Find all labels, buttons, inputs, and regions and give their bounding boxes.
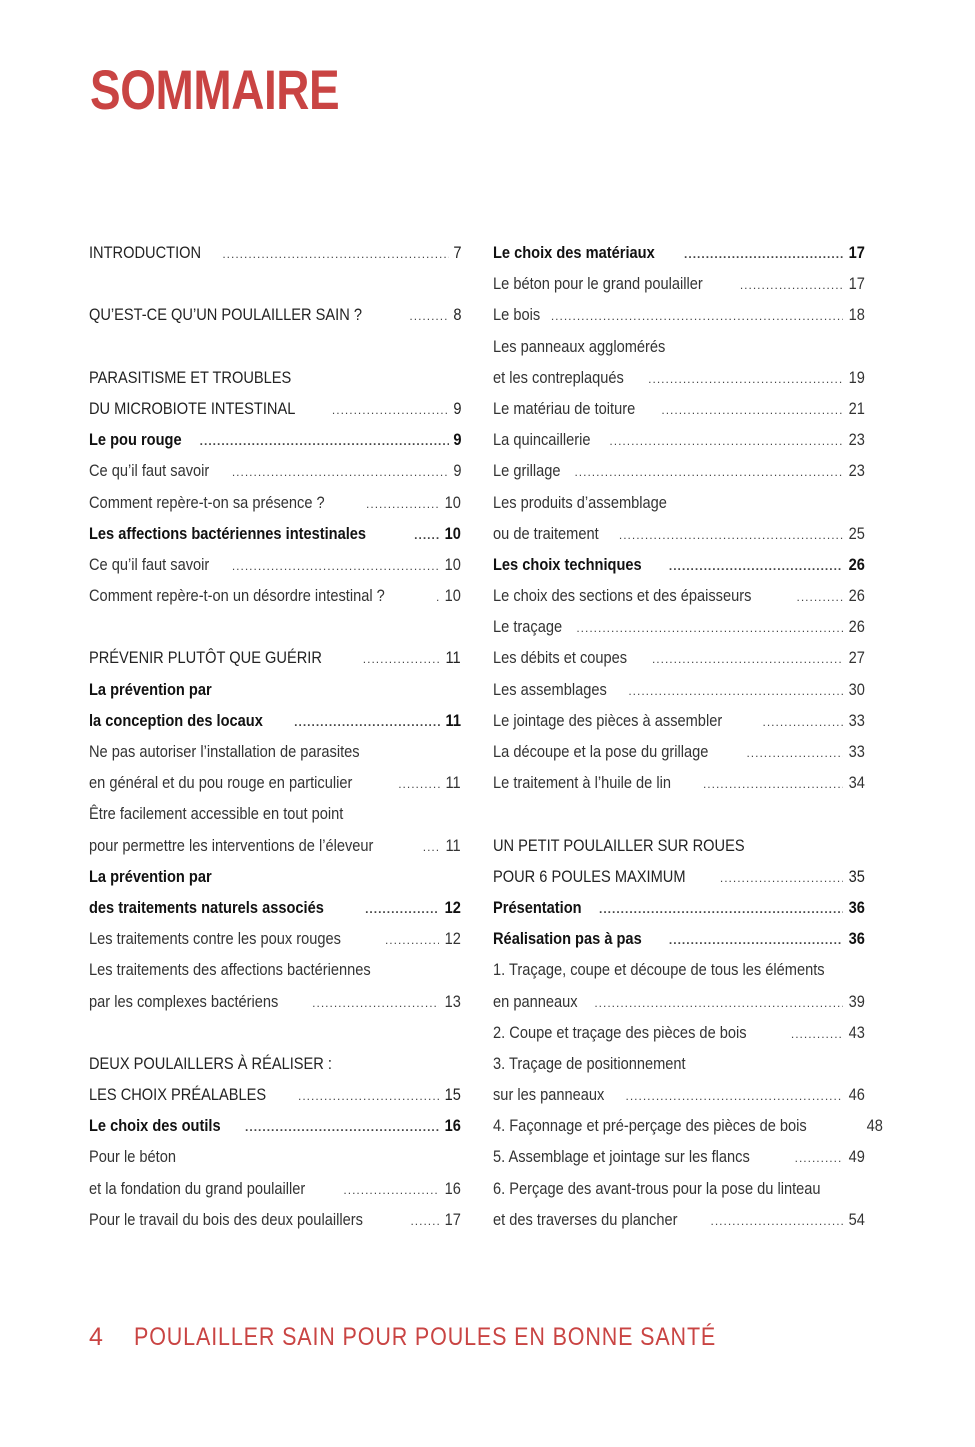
dot-leader bbox=[661, 403, 843, 417]
toc-spacer bbox=[89, 1023, 461, 1054]
toc-entry-text: Comment repère-t-on sa présence ? bbox=[89, 492, 325, 512]
toc-spacer bbox=[89, 274, 461, 305]
toc-entry[interactable] bbox=[493, 305, 865, 336]
toc-entry-text: Le choix des sections et des épaisseurs bbox=[493, 586, 752, 606]
toc-section-entry[interactable] bbox=[89, 243, 461, 274]
dot-leader bbox=[648, 372, 843, 386]
dot-leader bbox=[232, 559, 439, 573]
toc-page-number: 26 bbox=[848, 617, 865, 637]
toc-entry[interactable] bbox=[493, 1147, 865, 1178]
dot-leader bbox=[551, 309, 843, 323]
toc-entry-text: et les contreplaqués bbox=[493, 367, 624, 387]
dot-leader bbox=[594, 996, 843, 1010]
toc-page-number: 43 bbox=[848, 1022, 865, 1042]
dot-leader bbox=[599, 902, 843, 916]
dot-leader bbox=[436, 590, 439, 604]
toc-page-number: 23 bbox=[848, 461, 865, 481]
toc-section-entry[interactable] bbox=[493, 836, 865, 898]
dot-leader bbox=[711, 1214, 844, 1228]
toc-page-number: 36 bbox=[848, 929, 865, 949]
toc-entry-text: PRÉVENIR PLUTÔT QUE GUÉRIR bbox=[89, 648, 322, 668]
toc-page-number: 18 bbox=[848, 305, 865, 325]
dot-leader bbox=[576, 621, 843, 635]
toc-entry-text: 2. Coupe et traçage des pièces de bois bbox=[493, 1022, 747, 1042]
dot-leader bbox=[366, 497, 439, 511]
toc-entry-text: Les choix techniques bbox=[493, 554, 642, 574]
toc-page-number: 12 bbox=[444, 929, 461, 949]
toc-page-number: 11 bbox=[445, 648, 461, 668]
toc-page-number: 11 bbox=[445, 835, 461, 855]
toc-entry[interactable] bbox=[493, 461, 865, 492]
toc-page-number: 39 bbox=[848, 991, 865, 1011]
dot-leader bbox=[332, 403, 449, 417]
toc-page-number: 46 bbox=[848, 1085, 865, 1105]
toc-entry-text: DEUX POULAILLERS À RÉALISER : bbox=[89, 1053, 332, 1073]
toc-page-number: 36 bbox=[848, 897, 865, 917]
toc-entry[interactable] bbox=[89, 742, 461, 804]
toc-entry-text: 3. Traçage de positionnement bbox=[493, 1053, 686, 1073]
toc-entry[interactable] bbox=[89, 929, 461, 960]
toc-entry-text: Le jointage des pièces à assembler bbox=[493, 710, 723, 730]
dot-leader bbox=[409, 309, 448, 323]
toc-entry[interactable] bbox=[493, 648, 865, 679]
toc-entry-text: ou de traitement bbox=[493, 523, 599, 543]
toc-page-number: 26 bbox=[848, 554, 865, 574]
dot-leader bbox=[298, 1089, 439, 1103]
toc-entry[interactable] bbox=[493, 773, 865, 804]
toc-entry-text: UN PETIT POULAILLER SUR ROUES bbox=[493, 835, 745, 855]
toc-entry-text: Les assemblages bbox=[493, 679, 607, 699]
toc-entry-text: LES CHOIX PRÉALABLES bbox=[89, 1085, 267, 1105]
dot-leader bbox=[574, 465, 843, 479]
toc-entry-text: Les débits et coupes bbox=[493, 648, 628, 668]
toc-page-number: 9 bbox=[452, 461, 461, 481]
toc-entry[interactable] bbox=[493, 1116, 883, 1147]
dot-leader bbox=[410, 1214, 439, 1228]
toc-entry-text: QU’EST-CE QU’UN POULAILLER SAIN ? bbox=[89, 305, 362, 325]
toc-page-number: 34 bbox=[848, 773, 865, 793]
toc-entry[interactable] bbox=[493, 555, 865, 586]
dot-leader bbox=[398, 777, 440, 791]
toc-entry[interactable] bbox=[89, 493, 461, 524]
toc-entry[interactable] bbox=[493, 898, 865, 929]
toc-entry-text: La découpe et la pose du grillage bbox=[493, 742, 709, 761]
dot-leader bbox=[222, 247, 448, 261]
dot-leader bbox=[365, 902, 439, 916]
dot-leader bbox=[669, 933, 843, 947]
toc-entry-text: 1. Traçage, coupe et découpe de tous les éléments bbox=[493, 960, 825, 980]
toc-entry-text: Pour le travail du bois des deux poulaillers bbox=[89, 1209, 363, 1229]
toc-page-number: 15 bbox=[444, 1085, 461, 1105]
dot-leader bbox=[797, 590, 844, 604]
toc-page-number: 30 bbox=[848, 679, 865, 699]
toc-entry-text: des traitements naturels associés bbox=[89, 897, 324, 917]
toc-entry-text: Les traitements des affections bactériennes bbox=[89, 960, 371, 980]
dot-leader bbox=[343, 1183, 439, 1197]
toc-entry-text: pour permettre les interventions de l’éleveur bbox=[89, 835, 374, 855]
dot-leader bbox=[232, 465, 449, 479]
toc-page-number: 35 bbox=[848, 866, 865, 886]
toc-page-number: 13 bbox=[444, 991, 461, 1011]
toc-entry-text: 5. Assemblage et jointage sur les flancs bbox=[493, 1147, 750, 1167]
toc-page-number: 17 bbox=[848, 274, 865, 294]
toc-entry-text: Le traçage bbox=[493, 617, 563, 637]
dot-leader bbox=[423, 840, 441, 854]
toc-entry-text: Les traitements contre les poux rouges bbox=[89, 929, 341, 949]
toc-entry-text: Ne pas autoriser l’installation de parasites bbox=[89, 742, 360, 761]
toc-page-number: 33 bbox=[848, 742, 865, 761]
dot-leader bbox=[245, 1120, 439, 1134]
toc-entry[interactable] bbox=[493, 399, 865, 430]
toc-entry-text: Le choix des matériaux bbox=[493, 243, 655, 262]
footer-page-number: 4 bbox=[89, 1323, 104, 1351]
toc-entry[interactable] bbox=[493, 337, 865, 399]
toc-column-right bbox=[493, 243, 883, 1241]
toc-page-number: 10 bbox=[444, 586, 461, 606]
toc-entry-text: par les complexes bactériens bbox=[89, 991, 279, 1011]
toc-entry-text: POUR 6 POULES MAXIMUM bbox=[493, 866, 686, 886]
footer-book-title: POULAILLER SAIN POUR POULES EN BONNE SANTÉ bbox=[133, 1323, 716, 1351]
toc-page-number: 11 bbox=[445, 710, 461, 730]
toc-entry-text: La prévention par bbox=[89, 679, 212, 699]
toc-page-number: 25 bbox=[848, 523, 865, 543]
toc-entry-text: et la fondation du grand poulailler bbox=[89, 1178, 306, 1198]
toc-page-number: 49 bbox=[848, 1147, 865, 1167]
toc-page-number: 23 bbox=[848, 430, 865, 450]
dot-leader bbox=[619, 528, 843, 542]
toc-entry-text: Le béton pour le grand poulailler bbox=[493, 274, 703, 294]
toc-page-number: 12 bbox=[444, 897, 461, 917]
dot-leader bbox=[363, 652, 441, 666]
toc-entry-text: Le pou rouge bbox=[89, 430, 182, 450]
toc-page-number: 7 bbox=[452, 243, 461, 262]
toc-entry-text: La quincaillerie bbox=[493, 430, 591, 450]
dot-leader bbox=[414, 528, 439, 542]
toc-page-number: 17 bbox=[848, 243, 865, 262]
toc-page-number: 33 bbox=[848, 710, 865, 730]
toc-entry[interactable] bbox=[89, 680, 461, 742]
toc-entry[interactable] bbox=[89, 1116, 461, 1147]
dot-leader bbox=[791, 1027, 843, 1041]
toc-entry[interactable] bbox=[493, 1023, 865, 1054]
toc-column-left bbox=[89, 243, 461, 1241]
toc-entry[interactable] bbox=[89, 1210, 461, 1241]
toc-entry-text: Réalisation pas à pas bbox=[493, 929, 642, 949]
toc-entry-text: DU MICROBIOTE INTESTINAL bbox=[89, 398, 296, 418]
toc-entry-text: Le grillage bbox=[493, 461, 561, 481]
toc-entry-text: Le choix des outils bbox=[89, 1116, 221, 1136]
toc-entry-text: Être facilement accessible en tout point bbox=[89, 804, 344, 824]
page-title: SOMMAIRE bbox=[90, 58, 340, 121]
toc-entry-text: en général et du pou rouge en particulier bbox=[89, 773, 353, 793]
toc-entry[interactable] bbox=[89, 867, 461, 929]
dot-leader bbox=[312, 996, 439, 1010]
toc-page-number: 27 bbox=[848, 648, 865, 668]
toc-entry-text: PARASITISME ET TROUBLES bbox=[89, 367, 292, 387]
toc-entry[interactable] bbox=[493, 1054, 865, 1116]
toc-section-entry[interactable] bbox=[89, 648, 461, 679]
toc-section-entry[interactable] bbox=[89, 305, 461, 336]
toc-entry-text: Les produits d’assemblage bbox=[493, 492, 667, 512]
dot-leader bbox=[669, 559, 843, 573]
dot-leader bbox=[609, 434, 843, 448]
toc-entry-text: Ce qu’il faut savoir bbox=[89, 461, 210, 481]
dot-leader bbox=[652, 652, 843, 666]
dot-leader bbox=[795, 1151, 843, 1165]
toc-entry[interactable] bbox=[89, 555, 461, 586]
toc-page-number: 17 bbox=[444, 1209, 461, 1229]
toc-entry[interactable] bbox=[89, 960, 461, 1022]
toc-entry-text: sur les panneaux bbox=[493, 1085, 605, 1105]
toc-entry[interactable] bbox=[493, 929, 865, 960]
toc-page-number: 21 bbox=[848, 398, 865, 418]
toc-entry-text: 4. Façonnage et pré-perçage des pièces de bois bbox=[493, 1116, 807, 1136]
toc-entry[interactable] bbox=[89, 461, 461, 492]
toc-section-entry[interactable] bbox=[89, 368, 461, 430]
toc-page-number: 8 bbox=[452, 305, 461, 325]
toc-entry-text: 6. Perçage des avant-trous pour la pose du linteau bbox=[493, 1178, 821, 1198]
dot-leader bbox=[628, 684, 843, 698]
toc-page-number: 16 bbox=[444, 1116, 461, 1136]
toc-page-number: 10 bbox=[444, 523, 461, 543]
toc-spacer bbox=[89, 337, 461, 368]
toc-entry-text: La prévention par bbox=[89, 866, 212, 886]
dot-leader bbox=[763, 715, 844, 729]
dot-leader bbox=[684, 247, 843, 261]
toc-entry[interactable] bbox=[493, 711, 865, 742]
page-footer bbox=[89, 1323, 811, 1352]
toc-entry[interactable] bbox=[493, 274, 865, 305]
toc-entry[interactable] bbox=[89, 586, 461, 617]
toc-entry[interactable] bbox=[89, 524, 461, 555]
dot-leader bbox=[746, 746, 843, 760]
toc-entry[interactable] bbox=[89, 430, 461, 461]
toc-spacer bbox=[493, 804, 865, 835]
toc-spacer bbox=[89, 617, 461, 648]
toc-entry[interactable] bbox=[89, 1147, 461, 1209]
toc-entry-text: Les affections bactériennes intestinales bbox=[89, 523, 367, 543]
toc-page-number: 10 bbox=[444, 554, 461, 574]
toc-page-number: 19 bbox=[848, 367, 865, 387]
toc-entry[interactable] bbox=[493, 960, 865, 1022]
toc-entry[interactable] bbox=[89, 804, 461, 866]
toc-entry[interactable] bbox=[493, 243, 865, 274]
dot-leader bbox=[625, 1089, 843, 1103]
toc-section-entry[interactable] bbox=[89, 1054, 461, 1116]
toc-page-number: 48 bbox=[866, 1116, 883, 1136]
toc-entry-text: Comment repère-t-on un désordre intestinal ? bbox=[89, 586, 385, 606]
dot-leader bbox=[740, 278, 843, 292]
toc-entry-text: Pour le béton bbox=[89, 1147, 176, 1167]
toc-entry-text: Le matériau de toiture bbox=[493, 398, 636, 418]
toc-entry-text: INTRODUCTION bbox=[89, 243, 202, 262]
toc-page-number: 9 bbox=[452, 430, 461, 450]
toc-entry[interactable] bbox=[493, 1179, 865, 1241]
toc-page-number: 10 bbox=[444, 492, 461, 512]
toc-entry-text: Le bois bbox=[493, 305, 541, 325]
dot-leader bbox=[703, 777, 843, 791]
toc-entry[interactable] bbox=[493, 742, 865, 773]
toc-page-number: 9 bbox=[452, 398, 461, 418]
dot-leader bbox=[200, 434, 449, 448]
dot-leader bbox=[720, 871, 843, 885]
toc-page-number: 11 bbox=[445, 773, 461, 793]
toc-page-number: 26 bbox=[848, 586, 865, 606]
toc-entry-text: Ce qu’il faut savoir bbox=[89, 554, 210, 574]
toc-entry[interactable] bbox=[493, 586, 865, 617]
toc-entry-text: la conception des locaux bbox=[89, 710, 263, 730]
dot-leader bbox=[294, 715, 440, 729]
toc-entry-text: et des traverses du plancher bbox=[493, 1209, 678, 1229]
toc-page-number: 16 bbox=[444, 1178, 461, 1198]
toc-entry-text: Le traitement à l’huile de lin bbox=[493, 773, 671, 793]
toc-entry-text: Présentation bbox=[493, 897, 582, 917]
toc-entry-text: Les panneaux agglomérés bbox=[493, 336, 666, 356]
toc-entry[interactable] bbox=[493, 617, 865, 648]
toc-entry[interactable] bbox=[493, 430, 865, 461]
dot-leader bbox=[385, 933, 439, 947]
toc-entry[interactable] bbox=[493, 680, 865, 711]
toc-page-number: 54 bbox=[848, 1209, 865, 1229]
toc-entry[interactable] bbox=[493, 493, 865, 555]
toc-entry-text: en panneaux bbox=[493, 991, 578, 1011]
